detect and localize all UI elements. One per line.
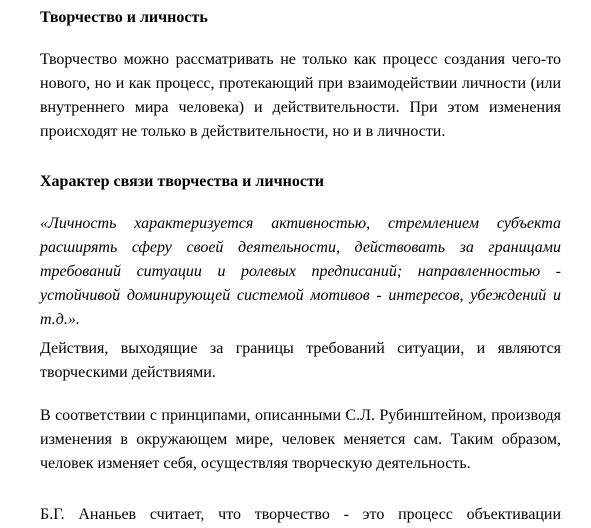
paragraph-personality-quote: «Личность характеризуется активностью, стремлением субъекта расширять сферу своей деятельности, действовать за границами требований ситуации и ролевых предписаний; направленностью - устойчивой доминирующей системой мотивов - интересов, убеждений и т.д.».	[40, 215, 561, 328]
paragraph-creativity-intro: Творчество можно рассматривать не только как процесс создания чего-то нового, но и как процесс, протекающий при взаимодействии личности (или внутреннего мира человека) и действительности. При этом изменения происходят не только в действительности, но и в личности.	[40, 51, 561, 140]
paragraph-rubinstein: В соответствии с принципами, описанными С.Л. Рубинштейном, производя изменения в окружающем мире, человек меняется сам. Таким образом, человек изменяет себя, осуществляя творческую деятельность.	[40, 407, 561, 472]
paragraph-creative-actions: Действия, выходящие за границы требований ситуации, и являются творческими действиями.	[40, 340, 561, 381]
section-heading-nature-of-connection: Характер связи творчества и личности	[40, 173, 325, 190]
section-heading-creativity-and-personality: Творчество и личность	[40, 9, 208, 26]
paragraph-ananiev: Б.Г. Ананьев считает, что творчество - это процесс объективации	[40, 506, 561, 523]
